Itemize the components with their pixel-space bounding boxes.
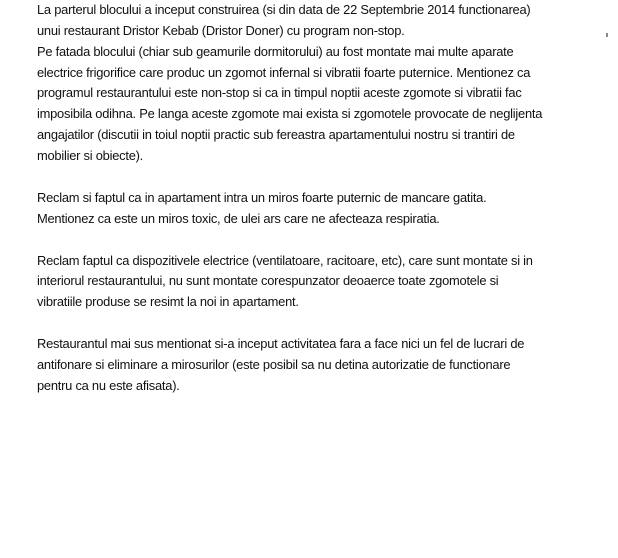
scan-speck bbox=[606, 33, 608, 37]
text-line: interiorul restaurantului, nu sunt montate corespunzator deoaerce toate zgomotele si bbox=[37, 273, 499, 288]
text-line: electrice frigorifice care produc un zgomot infernal si vibratii foarte puternice. Mentionez ca bbox=[37, 65, 531, 80]
text-line: La parterul blocului a inceput construirea (si din data de 22 Septembrie 2014 functionarea) bbox=[37, 2, 531, 17]
text-line: Reclam si faptul ca in apartament intra un miros foarte puternic de mancare gatita. bbox=[37, 190, 487, 205]
text-line: pentru ca nu este afisata). bbox=[37, 378, 180, 393]
text-line: antifonare si eliminare a mirosurilor (este posibil sa nu detina autorizatie de functionare bbox=[37, 357, 511, 372]
text-line: Reclam faptul ca dispozitivele electrice (ventilatoare, racitoare, etc), care sunt montate si in bbox=[37, 253, 533, 268]
text-line: Restaurantul mai sus mentionat si-a inceput activitatea fara a face nici un fel de lucrari de bbox=[37, 336, 525, 351]
text-line: angajatilor (discutii in toiul noptii practic sub fereastra apartamentului nostru si trantiri de bbox=[37, 127, 515, 142]
text-line: Pe fatada blocului (chiar sub geamurile dormitorului) au fost montate mai multe aparate bbox=[37, 44, 514, 59]
text-line: Mentionez ca este un miros toxic, de ulei ars care ne afecteaza respiratia. bbox=[37, 211, 440, 226]
text-line: mobilier si obiecte). bbox=[37, 148, 144, 163]
text-line: imposibila odihna. Pe langa aceste zgomote mai exista si zgomotele provocate de neglijenta bbox=[37, 106, 543, 121]
text-line: programul restaurantului este non-stop si ca in timpul noptii aceste zgomote si vibratii fac bbox=[37, 85, 522, 100]
text-line: unui restaurant Dristor Kebab (Dristor Doner) cu program non-stop. bbox=[37, 23, 405, 38]
text-line: vibratiile produse se resimt la noi in apartament. bbox=[37, 294, 299, 309]
